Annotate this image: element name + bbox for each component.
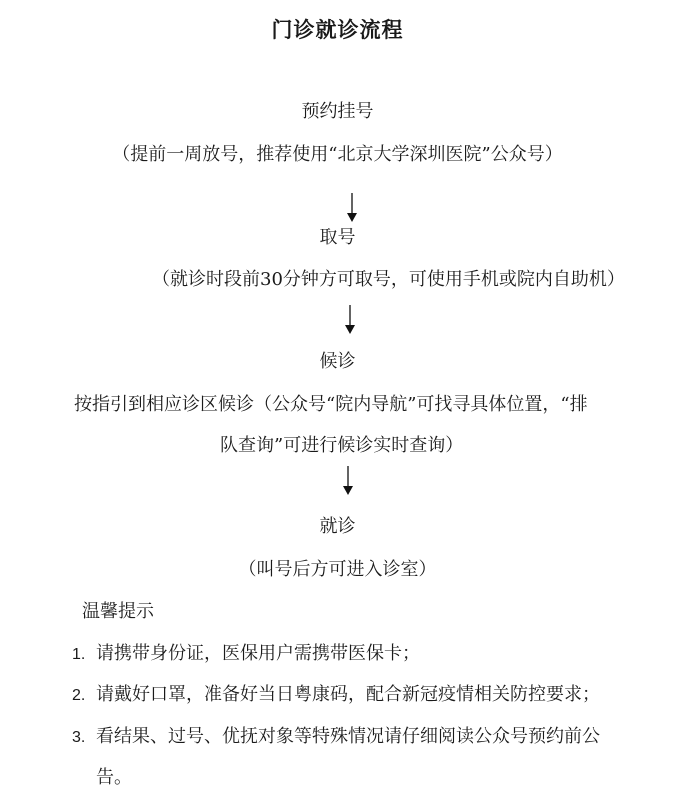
tip-text: 请携带身份证，医保用户需携带医保卡； [96, 643, 420, 664]
step-4-name: 就诊 [319, 516, 356, 537]
tip-text: 请戴好口罩，准备好当日粤康码，配合新冠疫情相关防控要求； [96, 684, 600, 705]
step-2-name: 取号 [319, 227, 356, 248]
step-3-name: 候诊 [319, 351, 356, 372]
step-3-note-line1: 按指引到相应诊区候诊（公众号“院内导航”可找寻具体位置，“排 [74, 394, 588, 415]
tip-number: 1. [72, 646, 86, 663]
tip-item [72, 683, 600, 708]
page-title: 门诊就诊流程 [271, 17, 404, 42]
tip-text: 看结果、过号、优抚对象等特殊情况请仔细阅读公众号预约前公 [96, 726, 600, 747]
tips-title: 温馨提示 [82, 601, 154, 622]
tip-item [72, 725, 600, 750]
step-1-name: 预约挂号 [301, 101, 374, 122]
arrow-down-icon [345, 193, 359, 223]
step-2-note: （就诊时段前30分钟方可取号，可使用手机或院内自助机） [152, 269, 625, 290]
tip-number: 3. [72, 729, 86, 746]
step-3-note-line2: 队查询”可进行候诊实时查询） [220, 435, 464, 456]
tip-item [72, 642, 420, 667]
step-1-note: （提前一周放号，推荐使用“北京大学深圳医院”公众号） [112, 144, 563, 165]
tip-text-continued: 告。 [96, 767, 132, 788]
tip-number: 2. [72, 687, 86, 704]
arrow-down-icon [343, 305, 357, 335]
step-4-note: （叫号后方可进入诊室） [238, 559, 437, 580]
arrow-down-icon [341, 466, 355, 496]
